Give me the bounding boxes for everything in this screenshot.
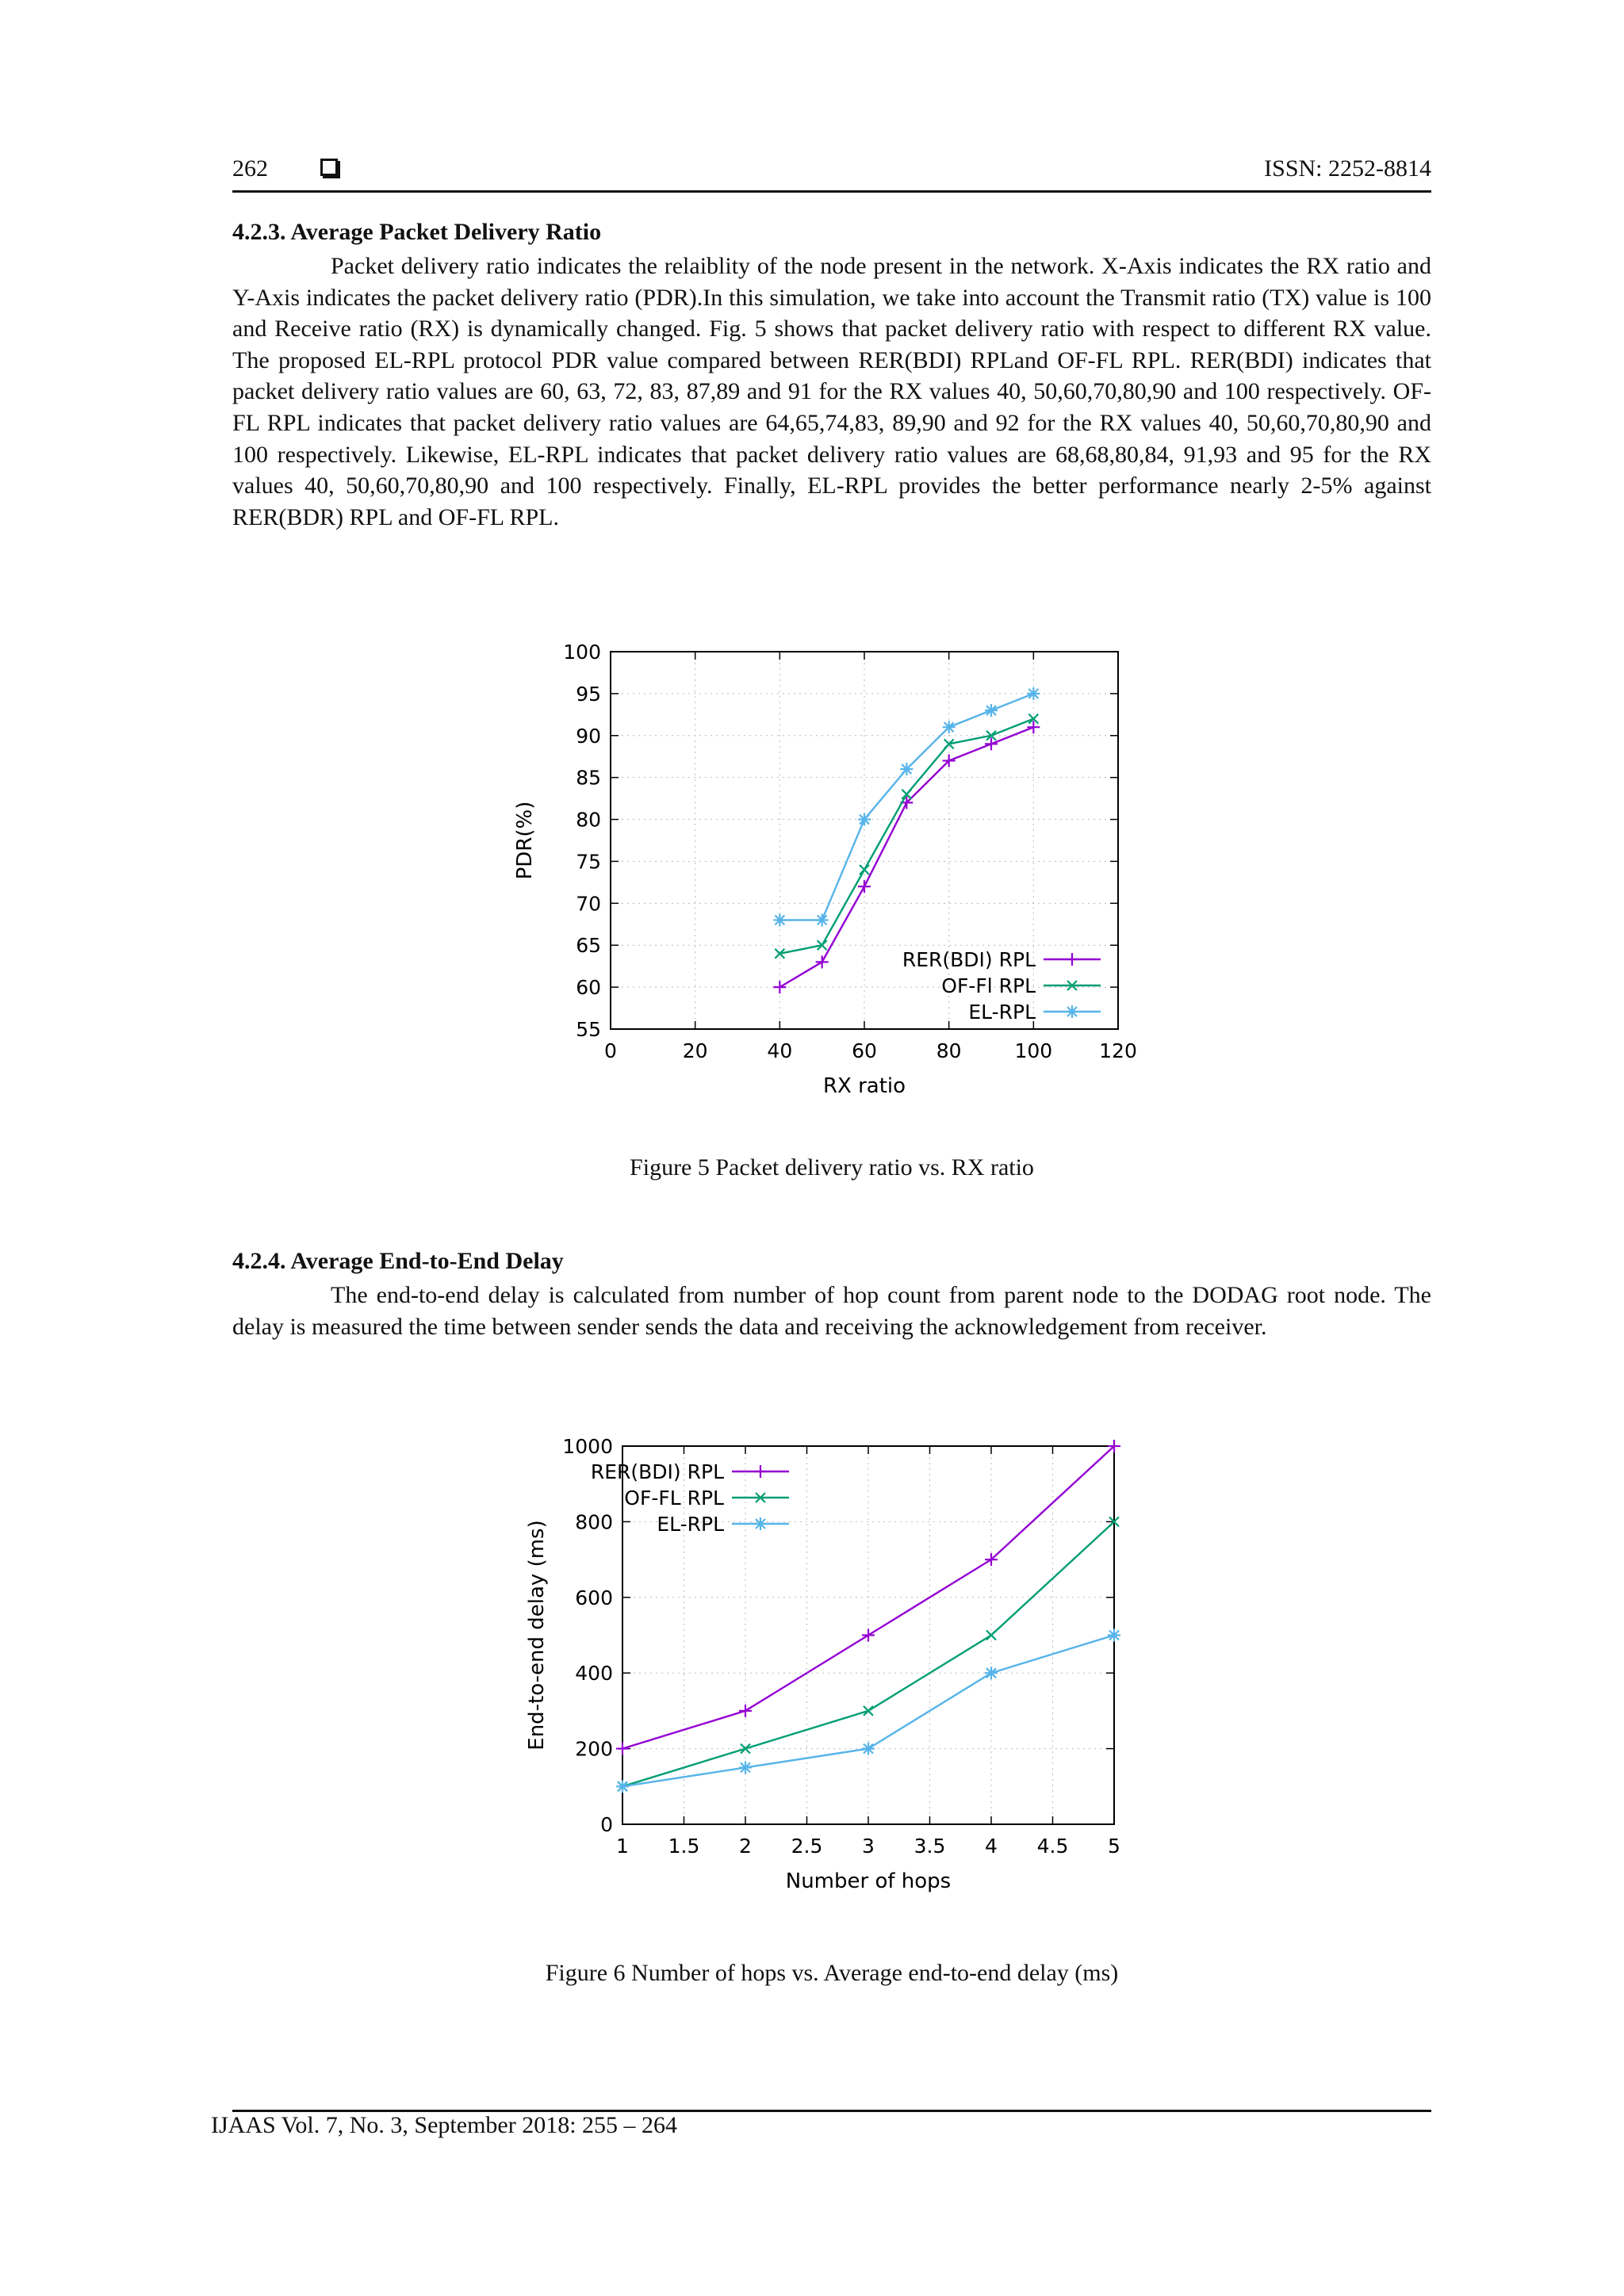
x-axis-label: Number of hops: [785, 1869, 952, 1893]
legend-label-0: RER(BDI) RPL: [902, 948, 1036, 971]
legend: [902, 948, 1101, 1024]
data-point-2-5: [985, 704, 998, 717]
x-tick-label: 5: [1108, 1835, 1120, 1858]
y-tick-label: 100: [563, 641, 601, 664]
x-tick-label: 2: [739, 1835, 752, 1858]
page-number: 262: [232, 155, 268, 182]
y-tick-label: 65: [576, 934, 601, 958]
x-tick-label: 4.5: [1036, 1835, 1069, 1858]
box-glyph-icon: [320, 159, 338, 176]
x-tick-label: 1: [616, 1835, 629, 1858]
x-tick-label: 60: [852, 1039, 877, 1062]
section-title-pdr: 4.2.3. Average Packet Delivery Ratio: [232, 219, 602, 245]
data-point-0-0: [773, 981, 786, 993]
x-tick-label: 1.5: [668, 1835, 700, 1858]
legend-marker-2: [754, 1517, 767, 1530]
data-point-1-3: [986, 1631, 996, 1640]
x-tick-label: 100: [1014, 1039, 1053, 1062]
y-tick-label: 600: [575, 1586, 613, 1609]
data-point-2-2: [862, 1743, 875, 1755]
data-point-2-3: [900, 763, 913, 775]
x-tick-label: 4: [985, 1835, 998, 1858]
data-point-2-4: [1108, 1629, 1120, 1642]
figure-5-chart: [492, 626, 1158, 1126]
data-point-0-2: [862, 1629, 875, 1642]
figure-6-caption: Figure 6 Number of hops vs. Average end-to-end delay (ms): [545, 1960, 1119, 1986]
data-point-0-0: [616, 1743, 629, 1755]
section-title-delay: 4.2.4. Average End-to-End Delay: [232, 1248, 564, 1274]
legend-marker-2: [1066, 1005, 1078, 1018]
data-point-0-1: [739, 1705, 752, 1717]
y-tick-label: 60: [576, 976, 601, 1000]
x-tick-label: 120: [1099, 1039, 1137, 1062]
data-point-2-1: [739, 1761, 752, 1774]
y-tick-label: 75: [576, 850, 601, 874]
x-tick-label: 40: [767, 1039, 793, 1062]
data-point-2-0: [616, 1780, 629, 1793]
data-point-2-4: [943, 721, 956, 733]
legend-label-2: EL-RPL: [968, 1001, 1036, 1024]
y-tick-label: 80: [576, 808, 601, 832]
x-tick-label: 2.5: [791, 1835, 823, 1858]
data-point-2-6: [1027, 687, 1040, 700]
figure-5-caption: Figure 5 Packet delivery ratio vs. RX ratio: [630, 1154, 1034, 1181]
figure-6-chart: [492, 1427, 1158, 1934]
legend-label-1: OF-FL RPL: [624, 1487, 724, 1510]
footer-citation: IJAAS Vol. 7, No. 3, September 2018: 255 – 264: [211, 2112, 678, 2138]
x-tick-label: 20: [682, 1039, 708, 1062]
data-point-0-1: [816, 955, 829, 968]
y-tick-label: 800: [575, 1510, 613, 1534]
y-axis-label: PDR(%): [513, 801, 537, 880]
series-line-1: [779, 719, 1033, 954]
x-tick-label: 0: [604, 1039, 617, 1062]
y-tick-label: 200: [575, 1737, 613, 1761]
section-paragraph-delay: The end-to-end delay is calculated from number of hop count from parent node to the DODAG root node. The delay is measured the time between sender sends the data and receiving the acknowledgement from receiver.: [232, 1282, 1431, 1340]
y-tick-label: 400: [575, 1662, 613, 1686]
data-point-2-0: [773, 913, 786, 926]
data-point-2-2: [858, 813, 871, 826]
y-axis-label: End-to-end delay (ms): [525, 1520, 549, 1751]
x-tick-label: 3: [862, 1835, 875, 1858]
data-point-2-3: [985, 1667, 998, 1679]
legend-marker-0: [1066, 953, 1078, 966]
y-tick-label: 85: [576, 766, 601, 790]
x-tick-label: 3.5: [914, 1835, 946, 1858]
header-rule: [232, 190, 1431, 193]
legend-marker-0: [754, 1465, 767, 1478]
y-tick-label: 55: [576, 1018, 601, 1041]
x-axis-label: RX ratio: [822, 1074, 906, 1098]
legend: [591, 1460, 789, 1536]
y-tick-label: 95: [576, 682, 601, 706]
data-point-0-2: [858, 880, 871, 893]
x-tick-label: 80: [936, 1039, 962, 1062]
y-tick-label: 1000: [562, 1435, 613, 1458]
section-paragraph-pdr: Packet delivery ratio indicates the relaiblity of the node present in the network. X-Axis indicates the RX ratio and Y-Axis indicates the packet delivery ratio (PDR).In this simulation, we take into account the Transmit ratio (TX) value is 100 and Receive ratio (RX) is dynamically changed. Fig. 5 shows that packet delivery ratio with respect to different RX value. The proposed EL-RPL protocol PDR value compared between RER(BDI) RPLand OF-FL RPL. RER(BDI) indicates that packet delivery ratio values are 60, 63, 72, 83, 87,89 and 91 for the RX values 40, 50,60,70,80,90 and 100 respectively. OF-FL RPL indicates that packet delivery ratio values are 64,65,74,83, 89,90 and 92 for the RX values 40, 50,60,70,80,90 and 100 respectively. Likewise, EL-RPL indicates that packet delivery ratio values are 68,68,80,84, 91,93 and 95 for the RX values 40, 50,60,70,80,90 and 100 respectively. Finally, EL-RPL provides the better performance nearly 2-5% against RER(BDR) RPL and OF-FL RPL.: [232, 253, 1431, 530]
data-point-1-2: [860, 865, 869, 874]
data-point-2-1: [816, 913, 829, 926]
y-tick-label: 90: [576, 724, 601, 748]
y-tick-label: 70: [576, 892, 601, 916]
journal-issn: ISSN: 2252-8814: [1264, 155, 1431, 182]
legend-label-2: EL-RPL: [657, 1513, 724, 1536]
legend-label-1: OF-Fl RPL: [941, 974, 1036, 997]
legend-label-0: RER(BDI) RPL: [590, 1460, 724, 1483]
y-tick-label: 0: [600, 1813, 613, 1836]
